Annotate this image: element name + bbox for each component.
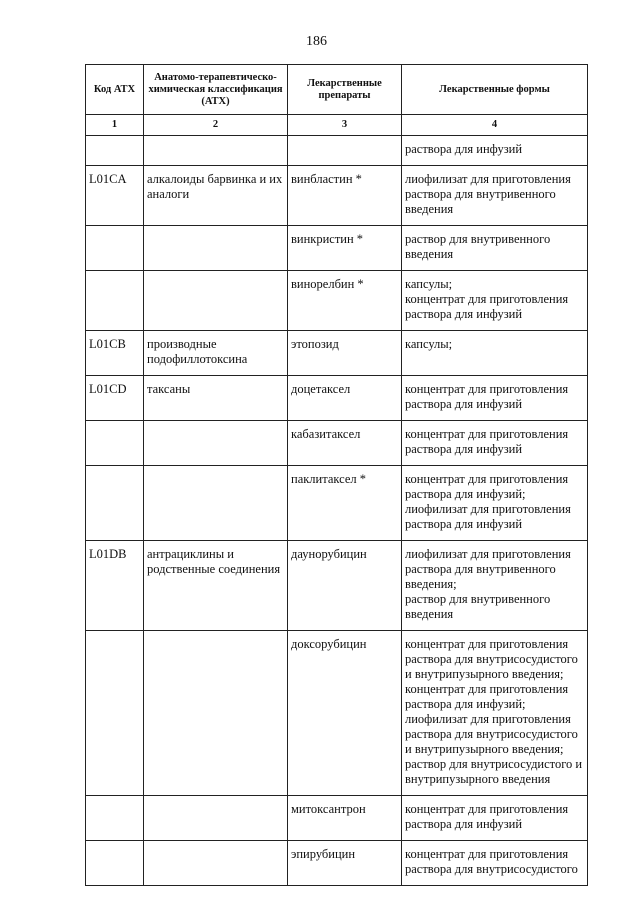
atc-code-cell: L01CB — [86, 331, 144, 376]
drug-name-cell: винорелбин * — [288, 271, 402, 331]
dosage-form-item: лиофилизат для приготовления раствора для внутривенного введения — [405, 172, 571, 216]
drug-name-cell: винбластин * — [288, 166, 402, 226]
drug-name-cell: этопозид — [288, 331, 402, 376]
dosage-form-item: раствор для внутрисосудистого и внутрипузырного введения — [405, 757, 583, 786]
table-row — [86, 631, 588, 796]
atc-code-cell — [86, 136, 144, 166]
dosage-forms-cell — [402, 331, 588, 376]
atc-class-cell: таксаны — [144, 376, 288, 421]
dosage-form-item: раствора для инфузий — [405, 142, 523, 156]
table-row — [86, 841, 588, 886]
page-number: 186 — [306, 34, 327, 49]
atc-code-cell — [86, 466, 144, 541]
table-row — [86, 271, 588, 331]
dosage-forms-cell — [402, 226, 588, 271]
table-row — [86, 331, 588, 376]
atc-class-cell — [144, 796, 288, 841]
dosage-form-item: концентрат для приготовления раствора для внутрисосудистого — [405, 847, 578, 876]
dosage-form-item: капсулы; — [405, 277, 453, 291]
dosage-forms-cell — [402, 421, 588, 466]
atc-code-cell: L01CD — [86, 376, 144, 421]
table-body — [86, 136, 588, 886]
dosage-forms-cell — [402, 541, 588, 631]
atc-code-cell — [86, 421, 144, 466]
atc-code-cell — [86, 271, 144, 331]
drug-name-cell: митоксантрон — [288, 796, 402, 841]
dosage-forms-cell — [402, 271, 588, 331]
drug-name-cell: доцетаксел — [288, 376, 402, 421]
dosage-form-item: капсулы; — [405, 337, 453, 351]
atc-code-cell: L01CA — [86, 166, 144, 226]
drug-name-cell: паклитаксел * — [288, 466, 402, 541]
column-number: 3 — [288, 115, 402, 136]
atc-class-cell: антрациклины и родственные соединения — [144, 541, 288, 631]
header-dosage-forms: Лекарственные формы — [402, 65, 588, 115]
atc-class-cell: производные подофиллотоксина — [144, 331, 288, 376]
dosage-forms-cell — [402, 631, 588, 796]
atc-code-cell — [86, 226, 144, 271]
atc-code-cell — [86, 796, 144, 841]
atc-class-cell — [144, 841, 288, 886]
drug-name-cell — [288, 136, 402, 166]
atc-class-cell — [144, 421, 288, 466]
header-atc-classification: Анатомо-терапевтическо-химическая классификация (АТХ) — [144, 65, 288, 115]
atc-class-cell — [144, 271, 288, 331]
dosage-forms-cell — [402, 376, 588, 421]
header-drugs: Лекарственные препараты — [288, 65, 402, 115]
dosage-forms-cell — [402, 466, 588, 541]
table-row — [86, 376, 588, 421]
table-row — [86, 226, 588, 271]
dosage-forms-cell — [402, 841, 588, 886]
dosage-form-item: раствор для внутривенного введения — [405, 232, 551, 261]
dosage-forms-cell — [402, 136, 588, 166]
table-row — [86, 541, 588, 631]
dosage-forms-cell — [402, 166, 588, 226]
column-number: 4 — [402, 115, 588, 136]
header-atc-code: Код АТХ — [86, 65, 144, 115]
atc-class-cell — [144, 226, 288, 271]
table-row — [86, 466, 588, 541]
atc-class-cell: алкалоиды барвинка и их аналоги — [144, 166, 288, 226]
dosage-form-item: концентрат для приготовления раствора для инфузий — [405, 292, 569, 321]
dosage-form-item: концентрат для приготовления раствора для инфузий; — [405, 682, 569, 711]
table-row — [86, 421, 588, 466]
atc-code-cell: L01DB — [86, 541, 144, 631]
drug-name-cell: кабазитаксел — [288, 421, 402, 466]
dosage-form-item: лиофилизат для приготовления раствора для внутривенного введения; — [405, 547, 571, 591]
table-row — [86, 796, 588, 841]
atc-code-cell — [86, 841, 144, 886]
drug-name-cell: винкристин * — [288, 226, 402, 271]
atc-class-cell — [144, 136, 288, 166]
dosage-form-item: концентрат для приготовления раствора для инфузий — [405, 382, 569, 411]
dosage-form-item: лиофилизат для приготовления раствора для внутрисосудистого и внутрипузырного введения; — [405, 712, 578, 756]
atc-code-cell — [86, 631, 144, 796]
atc-class-cell — [144, 466, 288, 541]
atc-class-cell — [144, 631, 288, 796]
dosage-form-item: концентрат для приготовления раствора для инфузий — [405, 802, 569, 831]
dosage-forms-cell — [402, 796, 588, 841]
dosage-form-item: концентрат для приготовления раствора для внутрисосудистого и внутрипузырного введения; — [405, 637, 578, 681]
dosage-form-item: раствор для внутривенного введения — [405, 592, 551, 621]
drug-name-cell: эпирубицин — [288, 841, 402, 886]
column-number: 2 — [144, 115, 288, 136]
drug-name-cell: доксорубицин — [288, 631, 402, 796]
table-row — [86, 166, 588, 226]
table-row — [86, 136, 588, 166]
dosage-form-item: концентрат для приготовления раствора для инфузий — [405, 427, 569, 456]
dosage-form-item: лиофилизат для приготовления раствора для инфузий — [405, 502, 571, 531]
drug-name-cell: даунорубицин — [288, 541, 402, 631]
dosage-form-item: концентрат для приготовления раствора для инфузий; — [405, 472, 569, 501]
column-number: 1 — [86, 115, 144, 136]
atc-drug-table — [85, 64, 588, 886]
